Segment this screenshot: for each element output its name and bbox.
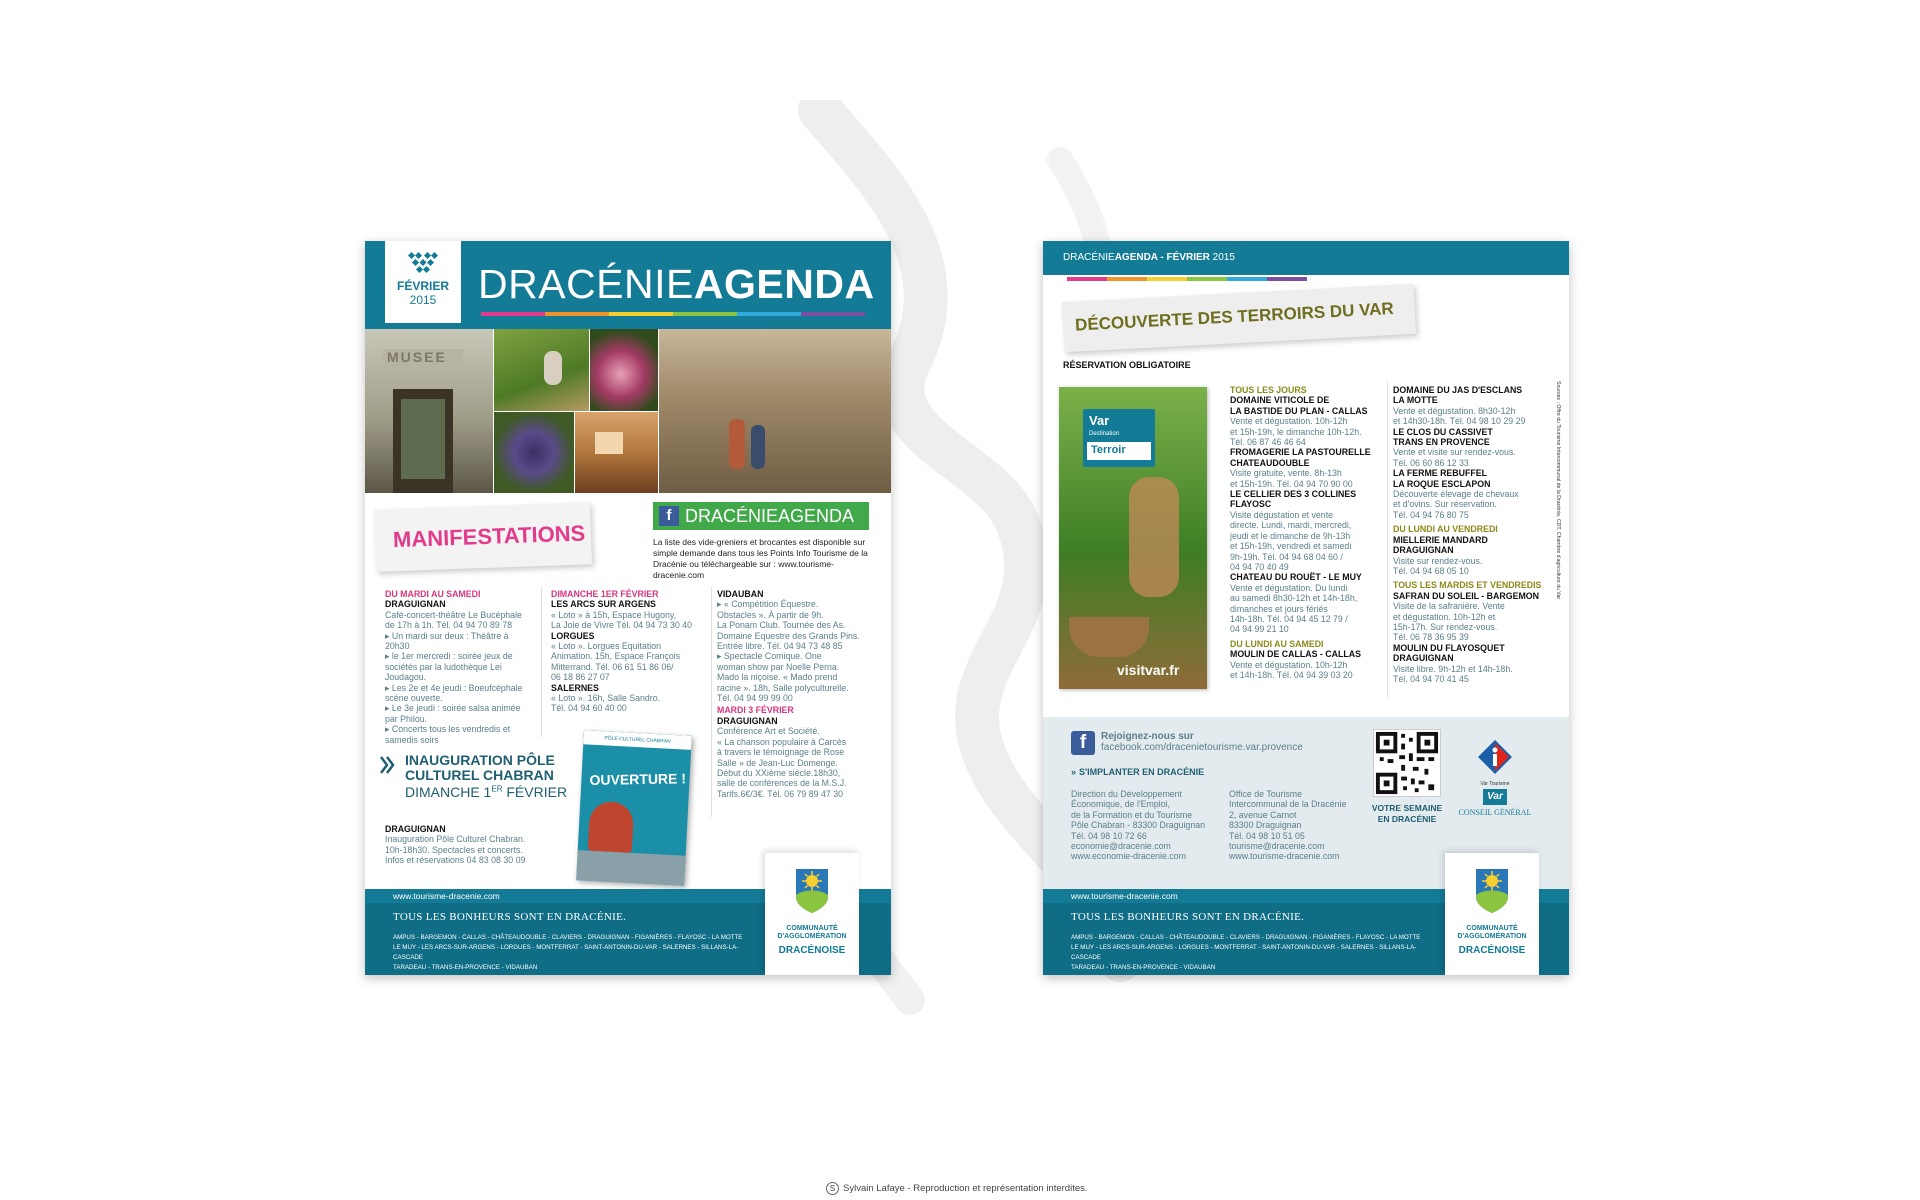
event-town: DRAGUIGNAN [717,715,778,726]
terroir-column-2 [1393,385,1543,684]
facebook-url[interactable]: facebook.com/dracenietourisme.var.provence [1101,742,1303,753]
event-line: Tél. 04 94 99 99 00 [717,693,793,704]
producer-name: CHATEAU DU ROUËT - LE MUY [1230,572,1362,583]
dracenie-mark-icon [407,251,439,275]
rainbow-bar [481,312,865,316]
event-town: LORGUES [551,630,595,641]
terroir-photo [1059,387,1207,689]
event-line: ▸ Le 3e jeudi : soirée salsa animée [385,703,521,714]
facebook-badge-text: DRACÉNIEAGENDA [685,506,855,526]
front-header [365,241,891,329]
schedule-heading: DU LUNDI AU VENDREDI [1393,524,1498,535]
title-bold: AGENDA [693,261,875,307]
event-line: Tél. 04 94 60 40 00 [551,703,627,714]
event-line: salle de conférences de la M.S.J. [717,778,847,789]
column-divider [541,587,542,737]
producer-detail: Visite gratuite, vente. 8h-13h [1230,468,1342,479]
tourist-info-icon [1475,737,1515,777]
producer-name: LA MOTTE [1393,395,1438,406]
event-line: Inauguration Pôle Culturel Chabran. [385,834,526,845]
event-town: VIDAUBAN [717,589,764,599]
badge-terroir-box: Terroir [1087,442,1151,460]
issue-year: 2015 [409,293,437,307]
producer-detail: 14h-18h. Tél. 04 94 45 12 79 / [1230,613,1348,624]
copyright-icon: S [826,1182,839,1195]
event-line: Début du XXième siècle.18h30, [717,767,841,778]
event-line: Salle » de Jean-Luc Domenge. [717,757,838,768]
producer-detail: Vente et dégustation. 8h30-12h [1393,405,1516,416]
museum-sign: MUSEE [387,349,447,365]
sun-emblem-icon [1474,867,1510,915]
grapes-photo [494,412,574,493]
event-line: scène ouverte. [385,693,443,704]
producer-name: FROMAGERIE LA PASTOURELLE [1230,447,1371,458]
producer-detail: Visite libre. 9h-12h et 14h-18h. [1393,663,1513,674]
photo-collage [365,329,891,493]
opening-poster [576,730,692,885]
flower-photo [590,329,658,411]
implant-heading: » S'IMPLANTER EN DRACÉNIE [1071,767,1205,777]
producer-detail: et 14h30-18h. Tél. 04 98 10 29 29 [1393,416,1526,427]
event-line: « Loto ». 16h, Salle Sandro. [551,693,661,704]
village-street-photo [659,329,891,493]
towns-list: AMPUS - BARGEMON - CALLAS - CHÂTEAUDOUBLE - CLAVIERS - DRAGUIGNAN - FIGANIÈRES - FLAYOSC - LA MOTTE LE MUY - LES ARCS-SUR-ARGENS - LORGUES - MONTFERRAT - SAINT-ANTONIN-DU-VAR - SALERNES - SILLANS-LA-CASCADE TARADEAU - TRANS-EN-PROVENCE - VIDAUBAN [1071,934,1421,971]
events-column-1 [385,589,535,745]
column-1-town: DRAGUIGNAN [385,599,446,610]
chevron-icon: » [1071,767,1077,777]
event-line: Joudagou. [385,672,427,683]
producer-detail: Vente et dégustation. 10h-12h [1230,659,1348,670]
producer-detail: Tél. 04 94 70 41 45 [1393,673,1469,684]
producer-name: DRAGUIGNAN [1393,653,1454,664]
join-title: Rejoignez-nous sur [1101,731,1194,742]
event-line: 06 18 86 27 07 [551,672,610,683]
producer-detail: 04 94 70 40 49 [1230,561,1289,572]
producer-name: TRANS EN PROVENCE [1393,437,1490,448]
copyright-notice: S Sylvain Lafaye - Reproduction et représentation interdites. [826,1182,1088,1195]
producer-detail: et 15h-19h, vendredi et samedi [1230,541,1352,552]
event-line: par Philou. [385,713,428,724]
producer-detail: Visite dégustation et vente [1230,509,1334,520]
event-line: 10h-18h30. Spectacles et concerts. [385,844,523,855]
event-line: ▸ Les 2e et 4e jeudi : Boeufcéphale [385,682,523,693]
footer-url[interactable]: www.tourisme-dracenie.com [393,891,500,901]
producer-detail: 15h-17h. Sur rendez-vous. [1393,621,1498,632]
event-line: Tarifs.6€/3€. Tél. 06 79 89 47 30 [717,788,844,799]
logo-name: DRACÉNOISE [778,945,846,956]
producer-name: LA BASTIDE DU PLAN - CALLAS [1230,405,1368,416]
producer-detail: et 15h-19h. Tél. 04 94 70 90 00 [1230,478,1353,489]
event-line: ▸ le 1er mercredi : soirée jeux de [385,651,513,662]
running-child-photo [494,329,589,411]
producer-detail: Tél. 06 78 36 95 39 [1393,632,1469,643]
producer-name: DOMAINE VITICOLE DE [1230,395,1330,406]
producer-name: SAFRAN DU SOLEIL - BARGEMON [1393,590,1539,601]
inauguration-block [379,751,579,819]
agglomeration-logo [1445,853,1539,975]
facebook-icon: f [659,506,679,526]
producer-detail: et d'ovins. Sur réservation. [1393,499,1497,510]
inauguration-date: DIMANCHE 1ER FÉVRIER [405,784,568,800]
producer-detail: au samedi 8h30-12h et 14h-18h, [1230,593,1358,604]
event-line: sociétés par la ludothèque Lei [385,661,502,672]
event-line: Obstacles ». À partir de 9h. [717,609,824,620]
event-town: LES ARCS SUR ARGENS [551,599,656,610]
qr-caption: VOTRE SEMAINE EN DRACÉNIE [1371,803,1443,824]
terroirs-title: DÉCOUVERTE DES TERROIRS DU VAR [1074,298,1395,335]
producer-detail: Vente et dégustation. Du lundi [1230,582,1348,593]
event-line: Café-concert-théâtre Le Bucéphale [385,609,522,620]
event-line: « Loto » à 15h, Espace Hugony, [551,609,677,620]
poster-header: PÔLE CULTUREL CHABRAN [583,730,692,750]
economic-office-contact: Direction du Développement Économique, de l'Emploi, de la Formation et du Tourisme Pôle Chabran - 83300 Draguignan Tél. 04 98 10 72 66 economie@dracenie.com www.economie-dracenie.com [1071,789,1206,862]
back-header-title: DRACÉNIEAGENDA - FÉVRIER 2015 [1063,252,1235,263]
column-2-heading: DIMANCHE 1ER FÉVRIER [551,589,659,599]
photo-credits: Sources : Offre du Tourisme Intercommunal de la Dracénie, CDT, Chambre d'agriculture du Var [1555,381,1561,600]
qr-code-icon[interactable] [1373,729,1441,797]
event-line: La Joie de Vivre Tél. 04 94 73 30 40 [551,620,693,631]
schedule-heading: DU LUNDI AU SAMEDI [1230,638,1324,649]
schedule-heading: TOUS LES JOURS [1230,385,1307,395]
slogan: TOUS LES BONHEURS SONT EN DRACÉNIE. [393,911,627,923]
event-line: Mitterrand. Tél. 06 61 51 86 06/ [551,661,674,672]
var-terroir-badge [1083,409,1155,467]
reservation-notice: RÉSERVATION OBLIGATOIRE [1063,360,1191,370]
tourism-office-contact: Office de Tourisme Intercommunal de la Dracénie 2, avenue Carnot 83300 Draguignan Tél. 04 98 10 51 05 tourisme@dracenie.com www.tourisme-dracenie.com [1229,789,1347,862]
event-line: woman show par Noelle Perna. [717,661,840,672]
event-line: Animation. 15h, Espace François [551,651,681,662]
event-line: Conférence Art et Société. [717,726,820,737]
footer-url[interactable]: www.tourisme-dracenie.com [1071,891,1178,901]
terroirs-banner [1062,284,1416,352]
producer-detail: Vente et visite sur rendez-vous. [1393,447,1516,458]
producer-detail: et dégustation. 10h-12h et [1393,611,1496,622]
event-line: Infos et réservations 04 83 08 30 09 [385,855,526,866]
producer-detail: Découverte élevage de chevaux [1393,489,1519,500]
producer-detail: Tél. 06 87 46 46 64 [1230,437,1306,448]
producer-name: LA FERME REBUFFEL [1393,468,1487,479]
poster-headline: OUVERTURE ! [589,770,687,788]
event-line: « Loto ». Lorgues Equitation [551,641,662,652]
producer-name: LA ROQUE ESCLAPON [1393,478,1491,489]
inauguration-details [385,824,575,866]
event-line: Mado la niçoise. « Mado prend [717,672,838,683]
var-council-logo: Var Tourisme Var CONSEIL GÉNÉRAL [1458,781,1532,817]
logo-text: COMMUNAUTÉ D'AGGLOMÉRATION [777,925,847,940]
date-box [385,241,461,323]
producer-detail: dimanches et jours fériés [1230,603,1328,614]
events-column-3 [717,589,877,799]
column-divider [711,587,712,817]
badge-var: Var [1089,413,1110,428]
column-1-heading: DU MARDI AU SAMEDI [385,589,481,599]
producer-detail: directe. Lundi, mardi, mercredi, [1230,520,1352,531]
agenda-front-page [365,241,891,975]
producer-detail: 04 94 99 21 10 [1230,624,1289,635]
title-light: DRACÉNIE [478,261,694,307]
agglomeration-logo [765,853,859,975]
event-line: ▸ Spectacle Comique. One [717,651,822,662]
visitvar-link: visitvar.fr [1117,662,1180,678]
sun-emblem-icon [794,867,830,915]
column-divider [1387,381,1388,697]
events-column-2 [551,589,711,714]
producer-detail: Vente et dégustation. 10h-12h [1230,416,1348,427]
producer-detail: jeudi et le dimanche de 9h-13h [1230,530,1351,541]
producer-name: DOMAINE DU JAS D'ESCLANS [1393,385,1523,395]
producer-detail: et 14h-18h. Tél. 04 94 39 03 20 [1230,669,1353,680]
event-line: ▸ « Compétition Équestre. [717,599,819,610]
producer-detail: Visite de la safranière. Vente [1393,601,1505,612]
producer-name: FLAYOSC [1230,499,1272,510]
schedule-heading: TOUS LES MARDIS ET VENDREDIS [1393,580,1542,591]
event-line: Domaine Equestre des Grands Pins. [717,630,860,641]
inauguration-title: INAUGURATION PÔLE CULTUREL CHABRAN [405,752,555,783]
logo-name: DRACÉNOISE [1458,945,1526,956]
terroir-column-1 [1230,385,1380,680]
agenda-back-page [1043,241,1569,975]
producer-name: DRAGUIGNAN [1393,545,1454,556]
back-header [1043,241,1569,275]
event-line: ▸ Un mardi sur deux : Théâtre à [385,630,509,641]
producer-detail: et 15h-19h, le dimanche 10h-12h. [1230,426,1362,437]
flea-market-note: La liste des vide-greniers et brocantes est disponible sur simple demande dans tous les Points Info Tourisme de la Dracénie ou téléchargeable sur : www.tourisme-dracenie.com [653,537,868,580]
double-chevron-icon [379,755,395,775]
producer-detail: Tél. 04 94 68 05 10 [1393,565,1469,576]
event-line: de 17h à 1h. Tél. 04 94 70 89 78 [385,620,513,631]
manifestations-banner [374,502,592,572]
event-line: racine ». 18h, Salle polyculturelle. [717,682,849,693]
rainbow-bar [1067,277,1307,281]
producer-detail: Tél. 06 60 86 12 33 [1393,457,1469,468]
producer-detail: Visite sur rendez-vous. [1393,555,1483,566]
event-town: DRAGUIGNAN [385,824,446,834]
producer-name: MIELLERIE MANDARD [1393,534,1488,545]
agenda-title [478,261,875,308]
facebook-agenda-badge[interactable] [653,502,869,530]
badge-destination: Destination [1089,431,1120,437]
producer-detail: Tél. 04 94 76 80 75 [1393,509,1469,520]
producer-name: LE CLOS DU CASSIVET [1393,426,1493,437]
event-line: samedis soirs [385,734,439,745]
column-3-heading: MARDI 3 FÉVRIER [717,705,794,716]
facebook-icon[interactable]: f [1071,731,1095,755]
event-line: Entrée libre. Tél. 04 94 73 48 85 [717,641,843,652]
issue-month: FÉVRIER [396,279,449,293]
event-line: ▸ Concerts tous les vendredis et [385,724,511,735]
towns-list: AMPUS - BARGEMON - CALLAS - CHÂTEAUDOUBLE - CLAVIERS - DRAGUIGNAN - FIGANIÈRES - FLAYOSC - LA MOTTE LE MUY - LES ARCS-SUR-ARGENS - LORGUES - MONTFERRAT - SAINT-ANTONIN-DU-VAR - SALERNES - SILLANS-LA-CASCADE TARADEAU - TRANS-EN-PROVENCE - VIDAUBAN [393,934,743,971]
producer-name: MOULIN DE CALLAS - CALLAS [1230,649,1361,660]
event-town: SALERNES [551,682,599,693]
producer-detail: 9h-19h. Tél. 04 94 68 04 60 / [1230,551,1343,562]
event-line: « La chanson populaire à Carcès [717,736,847,747]
producer-name: LE CELLIER DES 3 COLLINES [1230,489,1357,500]
event-line: à travers le témoignage de Rose [717,747,845,758]
museum-photo [365,329,493,493]
event-line: La Ponam Club. Tournée des As. [717,620,846,631]
event-line: 20h30 [385,641,410,652]
producer-name: MOULIN DU FLAYOSQUET [1393,642,1505,653]
gallery-photo [575,412,658,493]
logo-text: COMMUNAUTÉ D'AGGLOMÉRATION [1457,925,1527,940]
producer-name: CHATEAUDOUBLE [1230,457,1310,468]
slogan: TOUS LES BONHEURS SONT EN DRACÉNIE. [1071,911,1305,923]
manifestations-label: MANIFESTATIONS [392,520,586,553]
